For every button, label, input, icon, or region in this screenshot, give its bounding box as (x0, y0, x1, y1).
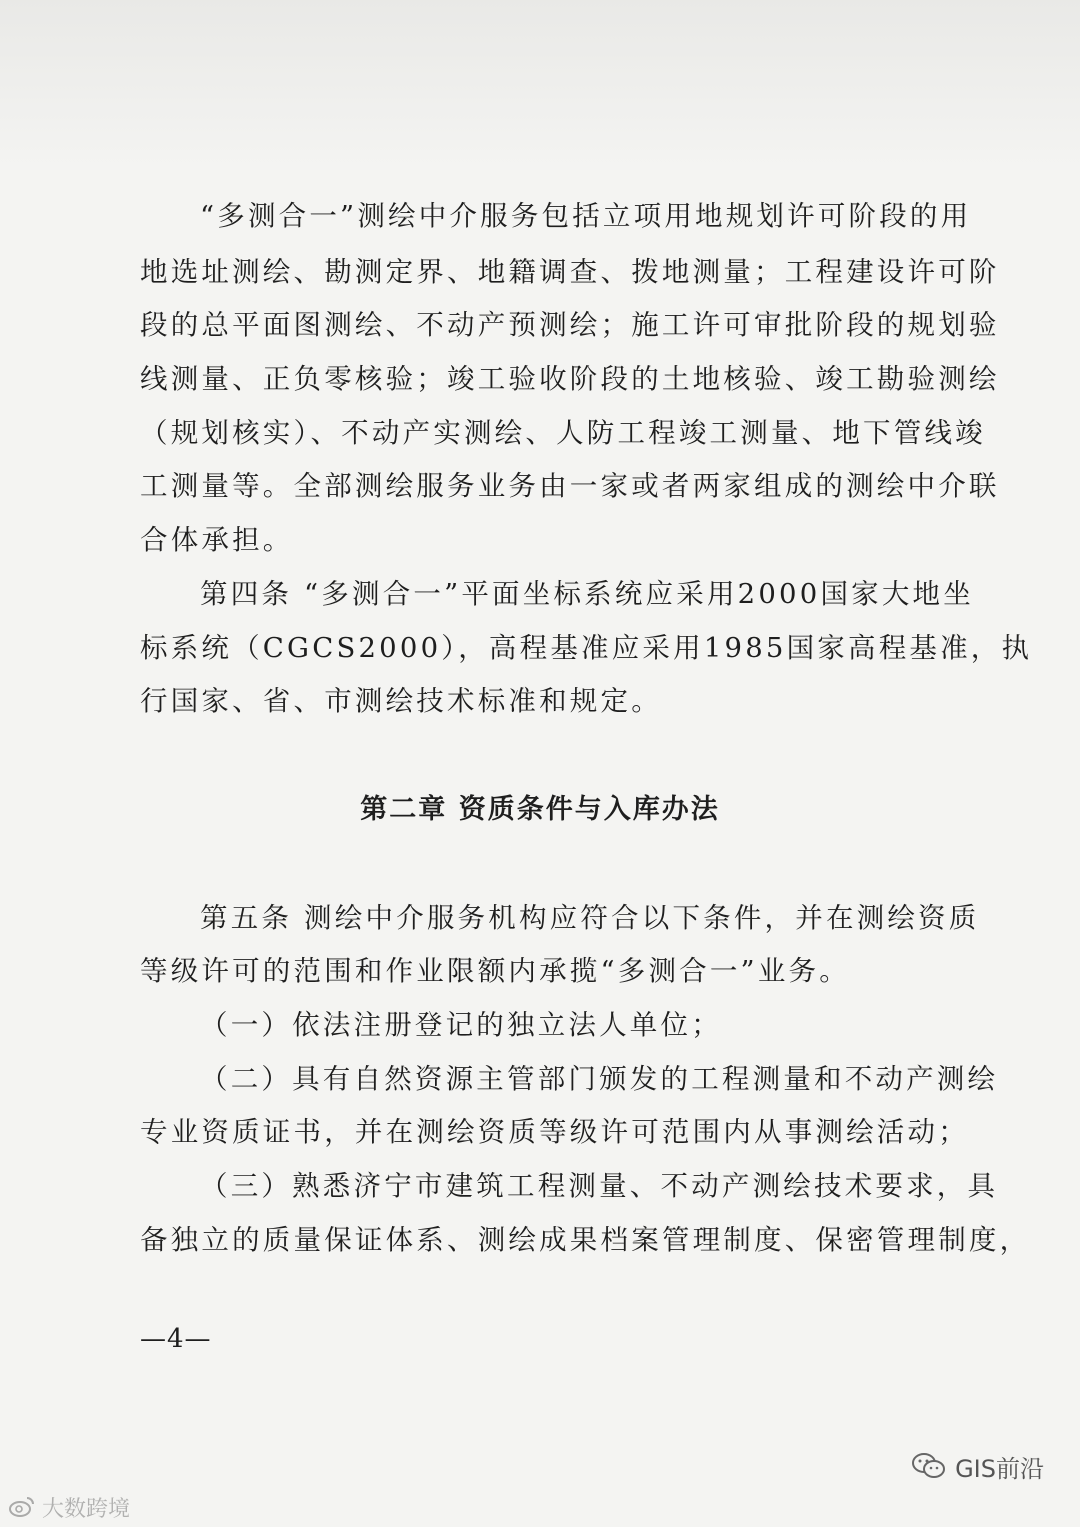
paragraph-line: 行国家、省、市测绘技术标准和规定。 (140, 685, 662, 717)
watermark-right (911, 1449, 1044, 1483)
paragraph-line: 地选址测绘、勘测定界、地籍调查、拨地测量；工程建设许可阶 (140, 256, 1000, 288)
page-number: —4— (140, 1324, 212, 1354)
list-item-line: （三）熟悉济宁市建筑工程测量、不动产测绘技术要求，具 (200, 1170, 999, 1202)
chapter-heading: 第二章 资质条件与入库办法 (360, 794, 720, 825)
watermark-left (8, 1492, 130, 1522)
paragraph-line: 等级许可的范围和作业限额内承揽“多测合一”业务。 (140, 955, 850, 987)
list-item-line: （二）具有自然资源主管部门颁发的工程测量和不动产测绘 (200, 1063, 999, 1095)
weibo-icon (8, 1495, 36, 1519)
list-item-line: （一）依法注册登记的独立法人单位； (200, 1009, 722, 1041)
watermark-right-text: GIS前沿 (955, 1454, 1044, 1483)
wechat-icon (911, 1451, 947, 1481)
paragraph-line: 段的总平面图测绘、不动产预测绘；施工许可审批阶段的规划验 (140, 309, 1000, 341)
paragraph-line: 专业资质证书，并在测绘资质等级许可范围内从事测绘活动； (140, 1116, 969, 1148)
paragraph-line: （规划核实）、不动产实测绘、人防工程竣工测量、地下管线竣 (140, 417, 986, 449)
watermark-left-text: 大数跨境 (42, 1496, 131, 1522)
paragraph-line: “多测合一”测绘中介服务包括立项用地规划许可阶段的用 (200, 200, 972, 232)
paragraph-line: 标系统（CGCS2000），高程基准应采用1985国家高程基准，执 (140, 632, 1033, 664)
paragraph-line: 工测量等。全部测绘服务业务由一家或者两家组成的测绘中介联 (140, 470, 1000, 502)
paragraph-line: 合体承担。 (140, 524, 294, 556)
paragraph-line: 备独立的质量保证体系、测绘成果档案管理制度、保密管理制度， (140, 1224, 1031, 1256)
article-5-line: 第五条 测绘中介服务机构应符合以下条件，并在测绘资质 (200, 902, 980, 934)
paragraph-line: 线测量、正负零核验；竣工验收阶段的土地核验、竣工勘验测绘 (140, 363, 1000, 395)
article-4-line: 第四条 “多测合一”平面坐标系统应采用2000国家大地坐 (200, 578, 974, 610)
